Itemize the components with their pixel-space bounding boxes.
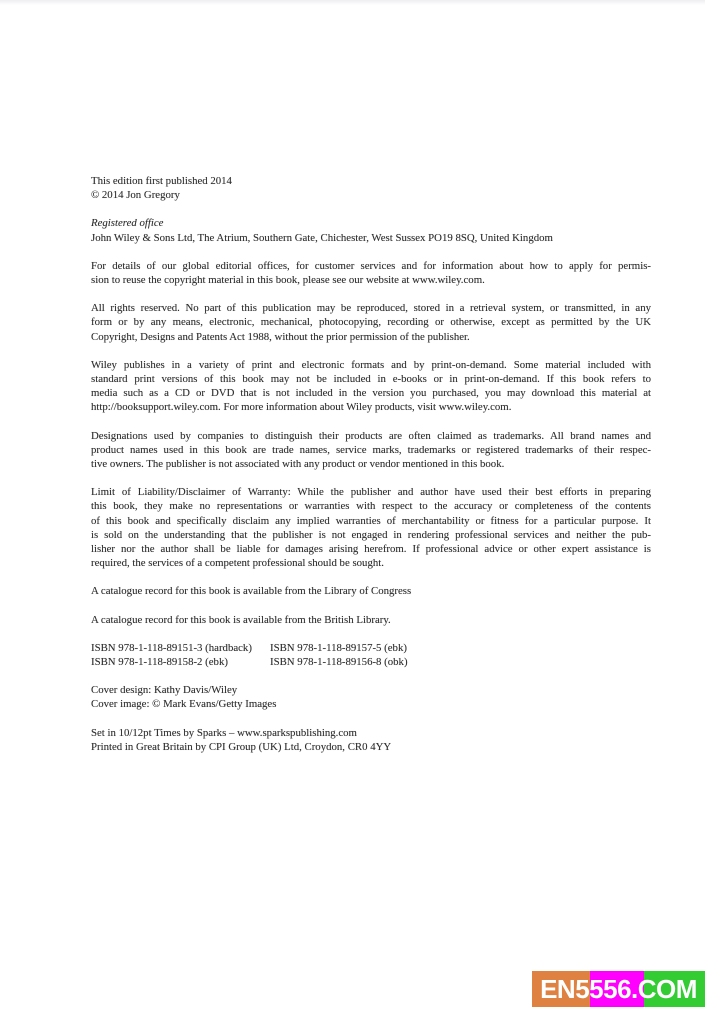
text-line: http://booksupport.wiley.com. For more information about Wiley products, visit www.wiley.com. [91, 401, 512, 414]
text-line: this book, they make no representations or warranties with respect to the accuracy or completeness of the contents [91, 500, 651, 513]
text-line: John Wiley & Sons Ltd, The Atrium, Southern Gate, Chichester, West Sussex PO19 8SQ, United Kingdom [91, 231, 553, 244]
scan-edge-artifact [0, 0, 705, 5]
isbn-entry: ISBN 978-1-118-89156-8 (obk) [270, 656, 408, 669]
text-line: tive owners. The publisher is not associated with any product or vendor mentioned in this book. [91, 458, 505, 471]
cover-credits [91, 683, 651, 711]
text-line: Printed in Great Britain by CPI Group (UK) Ltd, Croydon, CR0 4YY [91, 740, 392, 753]
isbn-entry: ISBN 978-1-118-89151-3 (hardback) [91, 641, 252, 654]
isbn-entry: ISBN 978-1-118-89158-2 (ebk) [91, 656, 228, 669]
text-line: Cover image: © Mark Evans/Getty Images [91, 698, 277, 711]
all-rights-reserved-notice [91, 301, 651, 344]
text-line: form or by any means, electronic, mechanical, photocopying, recording or otherwise, except as permitted by the UK [91, 316, 651, 329]
text-line: Wiley publishes in a variety of print and electronic formats and by print-on-demand. Some material included with [91, 358, 651, 371]
registered-office [91, 216, 651, 244]
text-line: Limit of Liability/Disclaimer of Warranty: While the publisher and author have used their best efforts in preparing [91, 486, 651, 499]
text-line: For details of our global editorial offices, for customer services and for information about how to apply for permis- [91, 259, 651, 272]
print-formats-notice [91, 358, 651, 415]
text-line: Designations used by companies to distinguish their products are often claimed as trademarks. All brand names and [91, 429, 651, 442]
british-library-note [91, 613, 651, 627]
text-line: product names used in this book are trade names, service marks, trademarks or registered trademarks of their respec- [91, 443, 651, 456]
permissions-notice [91, 259, 651, 287]
isbn-row [91, 655, 651, 669]
isbn-list [91, 641, 651, 669]
colophon-text-block [91, 174, 651, 754]
text-line: Set in 10/12pt Times by Sparks – www.sparkspublishing.com [91, 726, 357, 739]
text-line: is sold on the understanding that the publisher is not engaged in rendering professional services and neither the pub- [91, 528, 651, 541]
text-line: of this book and specifically disclaim any implied warranties of merchantability or fitness for a particular purpose. It [91, 514, 651, 527]
text-line: sion to reuse the copyright material in this book, please see our website at www.wiley.com. [91, 274, 485, 287]
text-line: All rights reserved. No part of this publication may be reproduced, stored in a retrieval system, or transmitted, in any [91, 302, 651, 315]
site-watermark-text: EN5556.COM [540, 974, 697, 1004]
text-line: Registered office [91, 217, 164, 230]
text-line: lisher nor the author shall be liable for damages arising herefrom. If professional advice or other expert assistance is [91, 543, 651, 556]
text-line: This edition first published 2014 [91, 175, 232, 187]
typesetting-printing-note [91, 726, 651, 754]
isbn-entry: ISBN 978-1-118-89157-5 (ebk) [270, 641, 407, 654]
liability-disclaimer [91, 485, 651, 570]
text-line: © 2014 Jon Gregory [91, 189, 180, 202]
text-line: required, the services of a competent professional should be sought. [91, 557, 384, 570]
text-line: A catalogue record for this book is available from the British Library. [91, 613, 391, 626]
site-watermark [532, 971, 705, 1007]
trademarks-notice [91, 429, 651, 472]
text-line: A catalogue record for this book is available from the Library of Congress [91, 585, 412, 598]
edition-notice [91, 174, 651, 202]
text-line: standard print versions of this book may not be included in e-books or in print-on-demand. If this book refers to [91, 373, 651, 386]
library-of-congress-note [91, 584, 651, 598]
isbn-row [91, 641, 651, 655]
text-line: Cover design: Kathy Davis/Wiley [91, 684, 238, 697]
text-line: media such as a CD or DVD that is not included in the version you purchased, you may download this material at [91, 387, 651, 400]
text-line: Copyright, Designs and Patents Act 1988, without the prior permission of the publisher. [91, 330, 470, 343]
